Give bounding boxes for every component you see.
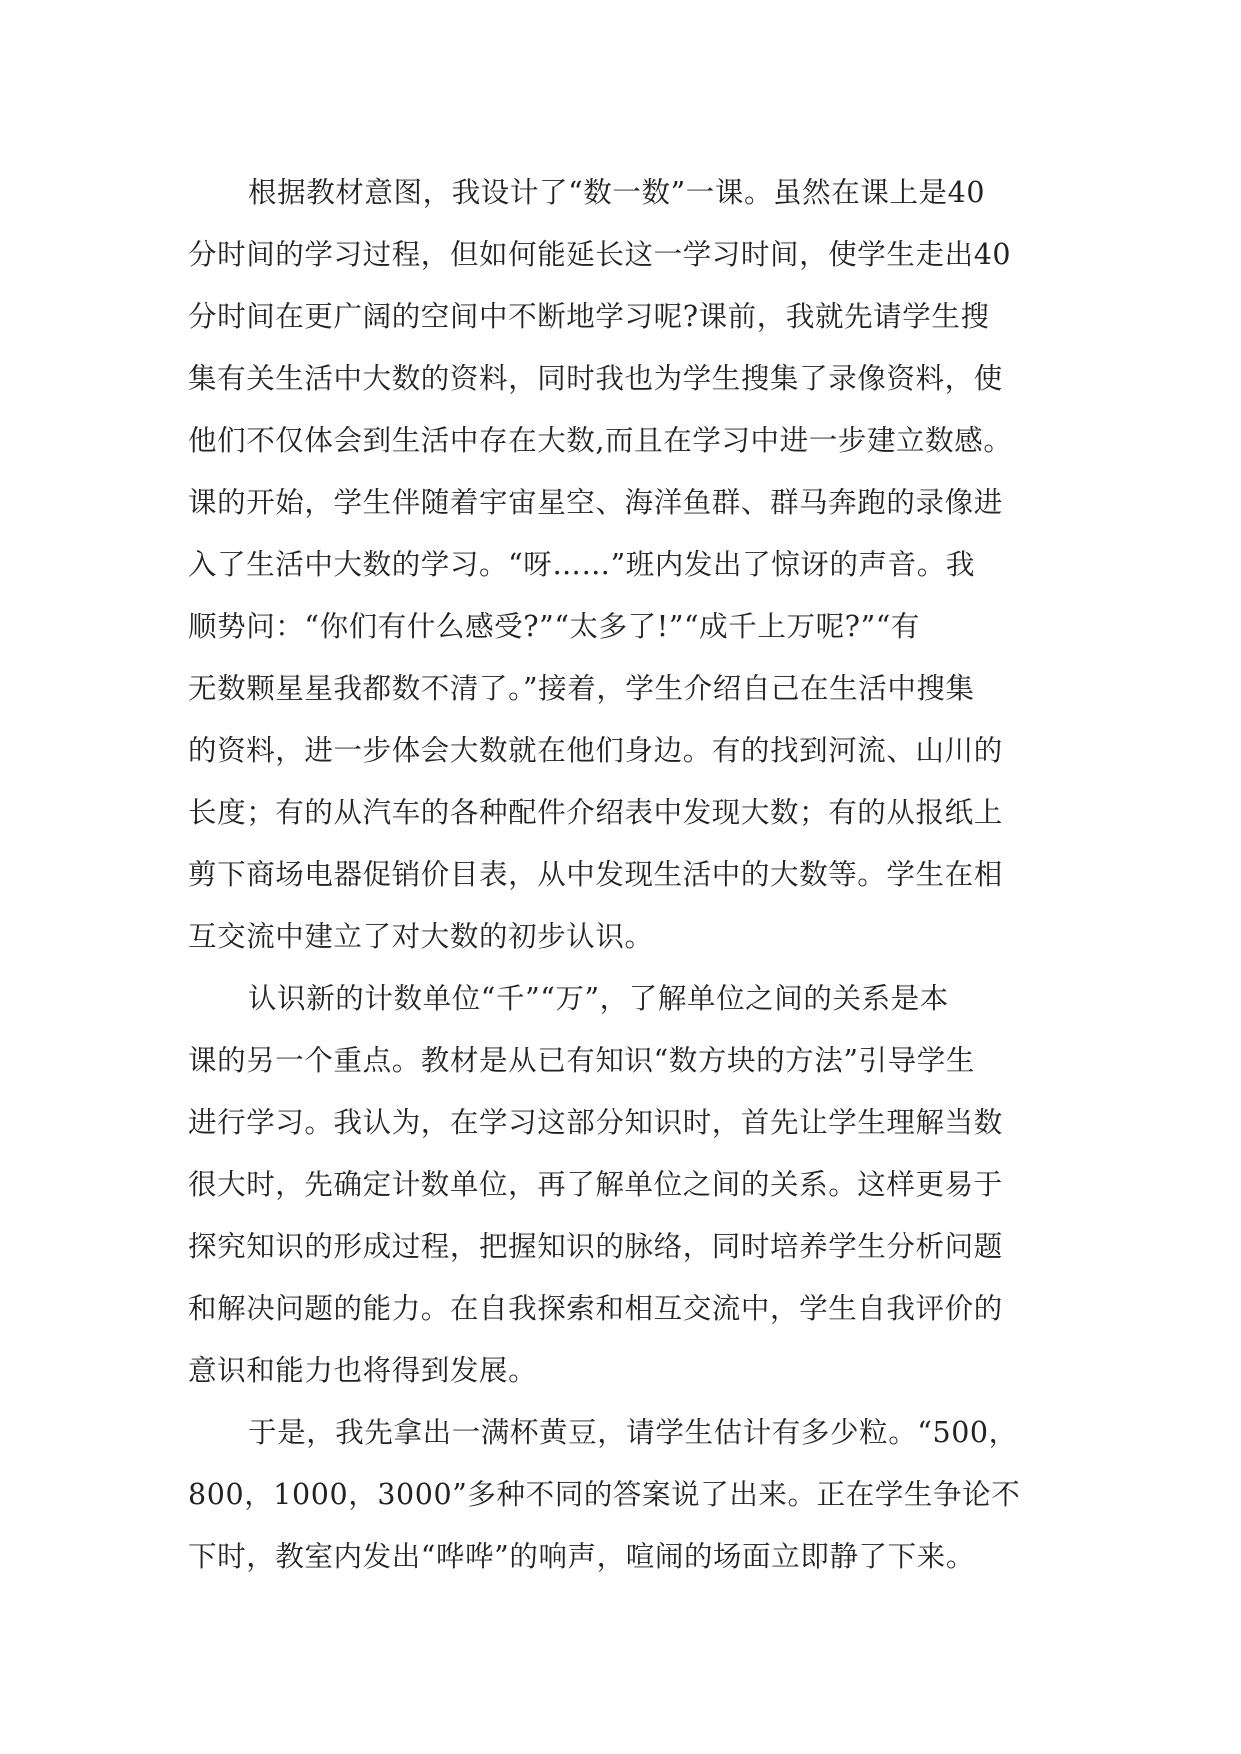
- text-line: 的资料，进一步体会大数就在他们身边。有的找到河流、山川的: [188, 734, 1003, 767]
- text-line: 顺势问：“你们有什么感受?”“太多了!”“成千上万呢?”“有: [188, 610, 921, 643]
- text-line: 和解决问题的能力。在自我探索和相互交流中，学生自我评价的: [188, 1292, 1003, 1325]
- text-line: 剪下商场电器促销价目表，从中发现生活中的大数等。学生在相: [188, 858, 1003, 891]
- text-line: 下时，教室内发出“哗哗”的响声，喧闹的场面立即静了下来。: [188, 1540, 975, 1573]
- text-line: 他们不仅体会到生活中存在大数,而且在学习中进一步建立数感。: [188, 424, 1013, 457]
- text-line: 认识新的计数单位“千”“万”，了解单位之间的关系是本: [248, 982, 949, 1015]
- text-line: 互交流中建立了对大数的初步认识。: [188, 920, 654, 953]
- text-line: 根据教材意图，我设计了“数一数”一课。虽然在课上是40: [248, 176, 986, 209]
- text-line: 很大时，先确定计数单位，再了解单位之间的关系。这样更易于: [188, 1168, 1003, 1201]
- text-line: 无数颗星星我都数不清了。”接着，学生介绍自己在生活中搜集: [188, 672, 975, 705]
- text-line: 课的另一个重点。教材是从已有知识“数方块的方法”引导学生: [188, 1044, 975, 1077]
- text-line: 集有关生活中大数的资料，同时我也为学生搜集了录像资料，使: [188, 362, 1003, 395]
- text-line: 意识和能力也将得到发展。: [188, 1354, 538, 1387]
- text-line: 800，1000，3000”多种不同的答案说了出来。正在学生争论不: [188, 1478, 1021, 1511]
- text-line: 长度；有的从汽车的各种配件介绍表中发现大数；有的从报纸上: [188, 796, 1003, 829]
- text-line: 进行学习。我认为，在学习这部分知识时，首先让学生理解当数: [188, 1106, 1003, 1139]
- text-line: 分时间的学习过程，但如何能延长这一学习时间，使学生走出40: [188, 238, 1012, 271]
- text-line: 探究知识的形成过程，把握知识的脉络，同时培养学生分析问题: [188, 1230, 1003, 1263]
- text-line: 入了生活中大数的学习。“呀……”班内发出了惊讶的声音。我: [188, 548, 975, 581]
- text-line: 课的开始，学生伴随着宇宙星空、海洋鱼群、群马奔跑的录像进: [188, 486, 1003, 519]
- text-line: 分时间在更广阔的空间中不断地学习呢?课前，我就先请学生搜: [188, 300, 990, 333]
- document-page: [188, 162, 1068, 1588]
- text-line: 于是，我先拿出一满杯黄豆，请学生估计有多少粒。“500，: [248, 1416, 1018, 1449]
